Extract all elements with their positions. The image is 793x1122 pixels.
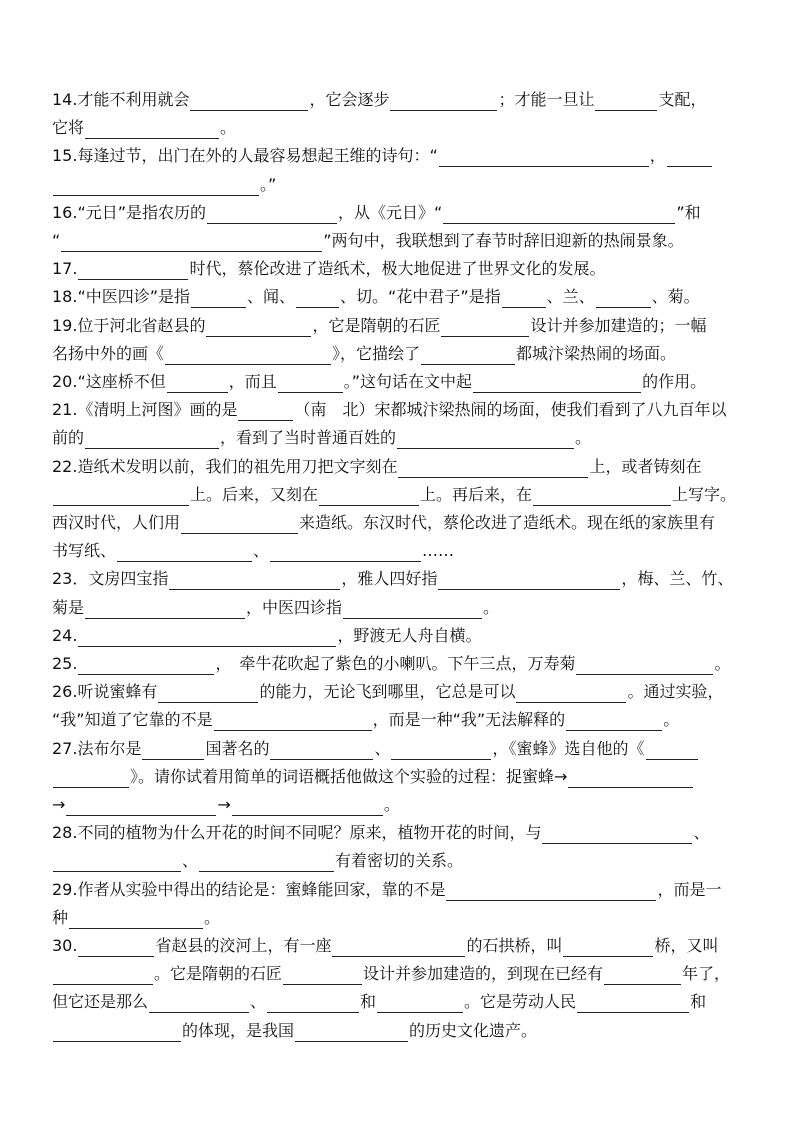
- question-line: [52, 991, 706, 1013]
- question-text: 来造纸。东汉时代，蔡伦改进了造纸术。现在纸的家族里有: [299, 513, 716, 532]
- answer-blank[interactable]: [473, 374, 641, 393]
- question-line: [52, 568, 733, 590]
- answer-blank[interactable]: [167, 374, 228, 393]
- answer-blank[interactable]: [78, 938, 154, 957]
- question-text: 上写字。: [672, 484, 737, 504]
- question-line: [52, 456, 701, 478]
- answer-blank[interactable]: [576, 656, 713, 675]
- question-text: ，而且: [228, 372, 277, 391]
- answer-blank[interactable]: [85, 600, 245, 619]
- question-text: 时代，蔡伦改进了造纸术，极大地促进了世界文化的发展。: [189, 259, 606, 279]
- question-text: ”两句中，我联想到了春节时辞旧迎新的热闹景象。: [323, 231, 684, 250]
- question-text: 和: [690, 992, 707, 1012]
- question-line: [52, 484, 736, 506]
- answer-blank[interactable]: [646, 741, 698, 760]
- question-text: 18.“中医四诊”是指: [52, 287, 191, 307]
- question-text: 有着密切的关系。: [335, 851, 464, 871]
- question-text: 名扬中外的画《: [52, 343, 165, 363]
- question-text: ，它是隋朝的石匠: [312, 315, 441, 335]
- question-line: [52, 963, 730, 985]
- question-text: 、: [250, 992, 267, 1012]
- question-text: 、: [693, 823, 710, 843]
- question-text: 。它是隋朝的石匠: [154, 964, 283, 984]
- question-text: 》。请你试着用简单的词语概括他做这个实验的过程：捉蜜蜂→: [130, 766, 568, 786]
- question-text: 的石拱桥，叫: [466, 936, 563, 955]
- answer-blank[interactable]: [604, 966, 681, 985]
- question-line: [52, 738, 699, 760]
- answer-blank[interactable]: [438, 571, 620, 590]
- question-line: [52, 907, 220, 929]
- question-line: [52, 1020, 537, 1042]
- question-text: →: [217, 795, 231, 814]
- question-line: [52, 258, 605, 280]
- answer-blank[interactable]: [533, 487, 671, 506]
- question-line: [52, 794, 400, 816]
- answer-blank[interactable]: [53, 177, 259, 196]
- question-text: 。: [575, 428, 592, 448]
- question-text: 的历史文化遗产。: [409, 1020, 538, 1040]
- answer-blank[interactable]: [566, 712, 662, 731]
- question-text: 上，或者铸刻在: [589, 456, 702, 476]
- question-text: 上。后来，又刻在: [190, 484, 319, 504]
- question-text: 。通过实验，: [627, 682, 724, 702]
- question-text: 21.《清明上河图》画的是: [52, 400, 238, 420]
- question-text: 30.: [52, 936, 78, 955]
- answer-blank[interactable]: [199, 853, 334, 872]
- question-text: 。”这句话在文中起: [343, 372, 473, 391]
- answer-blank[interactable]: [190, 92, 308, 111]
- question-text: ，而是一: [657, 879, 722, 899]
- question-text: 。: [714, 654, 731, 673]
- question-text: ，它会逐步: [309, 90, 390, 109]
- question-text: 设计并参加建造的，到现在已经有: [363, 964, 604, 984]
- answer-blank[interactable]: [117, 543, 252, 562]
- question-text: 和: [360, 992, 377, 1012]
- answer-blank[interactable]: [667, 148, 712, 167]
- answer-blank[interactable]: [78, 656, 214, 675]
- question-text: 25.: [52, 654, 78, 673]
- answer-blank[interactable]: [516, 684, 626, 703]
- question-line: [52, 709, 679, 731]
- question-text: 。: [383, 795, 400, 814]
- question-text: 但它还是那么: [52, 992, 149, 1012]
- question-text: 。: [483, 597, 500, 617]
- answer-blank[interactable]: [270, 741, 373, 760]
- question-line: [52, 822, 709, 844]
- question-text: ，野渡无人舟自横。: [337, 625, 482, 645]
- answer-blank[interactable]: [270, 543, 421, 562]
- answer-blank[interactable]: [343, 600, 482, 619]
- answer-blank[interactable]: [53, 769, 129, 788]
- question-text: 省赵县的洨河上，有一座: [155, 936, 332, 955]
- question-text: 国著名的: [205, 738, 270, 758]
- question-text: 西汉时代，人们用: [52, 513, 181, 532]
- question-text: ；才能一旦让: [498, 90, 595, 109]
- answer-blank[interactable]: [85, 430, 219, 449]
- question-text: （南 北）宋都城汴梁热闹的场面，使我们看到了八九百年以: [294, 400, 727, 420]
- question-text: 都城汴梁热闹的场面。: [516, 343, 677, 363]
- answer-blank[interactable]: [149, 994, 249, 1013]
- question-text: 27.法布尔是: [52, 738, 142, 758]
- question-text: 16.“元日”是指农历的: [52, 202, 207, 222]
- answer-blank[interactable]: [332, 938, 465, 957]
- question-text: ”和: [676, 202, 701, 222]
- answer-blank[interactable]: [53, 1023, 181, 1042]
- answer-blank[interactable]: [390, 92, 497, 111]
- question-line: [52, 597, 499, 619]
- question-text: 26.听说蜜蜂有: [52, 682, 158, 702]
- question-text: 15.每逢过节，出门在外的人最容易想起王维的诗句：“: [52, 146, 438, 166]
- question-line: [52, 879, 721, 901]
- question-line: [52, 766, 694, 788]
- answer-blank[interactable]: [165, 346, 331, 365]
- question-text: ，中医四诊指: [246, 597, 343, 617]
- answer-blank[interactable]: [69, 910, 203, 929]
- answer-blank[interactable]: [443, 205, 675, 224]
- question-line: [52, 427, 591, 449]
- question-text: 年了，: [682, 964, 731, 984]
- question-text: 上。再后来，在: [420, 484, 533, 504]
- answer-blank[interactable]: [142, 741, 204, 760]
- answer-blank[interactable]: [446, 882, 656, 901]
- answer-blank[interactable]: [391, 741, 491, 760]
- question-text: 28.不同的植物为什么开花的时间不同呢？原来，植物开花的时间，与: [52, 823, 542, 843]
- answer-blank[interactable]: [283, 966, 362, 985]
- question-line: [52, 653, 730, 675]
- answer-blank[interactable]: [78, 261, 188, 280]
- answer-blank[interactable]: [568, 769, 693, 788]
- question-text: 它将: [52, 118, 85, 138]
- answer-blank[interactable]: [377, 994, 463, 1013]
- answer-blank[interactable]: [278, 374, 343, 393]
- question-text: 。: [220, 118, 237, 138]
- question-line: [52, 850, 463, 872]
- question-text: 。: [663, 710, 680, 730]
- question-text: 》，它描绘了: [332, 343, 421, 363]
- answer-blank[interactable]: [421, 346, 515, 365]
- question-line: [52, 512, 715, 534]
- question-text: 、: [182, 851, 199, 871]
- answer-blank[interactable]: [85, 120, 219, 139]
- question-text: “我”知道了它靠的不是: [52, 710, 213, 730]
- answer-blank[interactable]: [295, 1023, 408, 1042]
- question-line: [52, 681, 723, 703]
- answer-blank[interactable]: [238, 402, 293, 421]
- question-line: [52, 625, 481, 647]
- question-text: ……: [422, 541, 455, 561]
- question-text: 23．文房四宝指: [52, 569, 169, 589]
- question-text: ，梅、兰、竹、: [621, 569, 734, 589]
- question-text: ，从《元日》“: [338, 202, 443, 222]
- question-text: 桥，又叫: [654, 936, 719, 955]
- question-line: [52, 315, 706, 337]
- answer-blank[interactable]: [66, 797, 216, 816]
- answer-blank[interactable]: [158, 684, 258, 703]
- answer-blank[interactable]: [502, 289, 546, 308]
- question-line: [52, 343, 676, 365]
- question-line: [52, 174, 276, 196]
- question-text: 前的: [52, 428, 85, 448]
- question-text: 。它是劳动人民: [464, 992, 577, 1012]
- question-text: 支配，: [658, 90, 707, 109]
- answer-blank[interactable]: [78, 628, 336, 647]
- question-line: [52, 935, 719, 957]
- answer-blank[interactable]: [577, 994, 689, 1013]
- question-line: [52, 89, 707, 111]
- answer-blank[interactable]: [169, 571, 340, 590]
- answer-blank[interactable]: [441, 318, 529, 337]
- question-text: 、: [374, 738, 391, 758]
- question-text: ，: [649, 146, 666, 166]
- answer-blank[interactable]: [53, 966, 153, 985]
- answer-blank[interactable]: [596, 289, 651, 308]
- answer-blank[interactable]: [232, 797, 383, 816]
- answer-blank[interactable]: [398, 459, 588, 478]
- answer-blank[interactable]: [397, 430, 574, 449]
- question-text: 菊是: [52, 597, 85, 617]
- answer-blank[interactable]: [53, 487, 189, 506]
- answer-blank[interactable]: [563, 938, 653, 957]
- answer-blank[interactable]: [267, 994, 359, 1013]
- question-text: 。: [204, 907, 221, 927]
- answer-blank[interactable]: [542, 825, 692, 844]
- question-text: 的能力，无论飞到哪里，它总是可以: [259, 682, 516, 702]
- answer-blank[interactable]: [181, 515, 298, 534]
- question-text: 、兰、: [546, 287, 595, 307]
- answer-blank[interactable]: [439, 148, 649, 167]
- answer-blank[interactable]: [207, 205, 337, 224]
- question-line: [52, 117, 236, 139]
- question-text: ， 牵牛花吹起了紫色的小喇叭。下午三点，万寿菊: [215, 654, 576, 673]
- answer-blank[interactable]: [191, 289, 246, 308]
- question-line: [52, 540, 454, 562]
- question-text: ，而是一种“我”无法解释的: [372, 710, 566, 730]
- question-text: ，看到了当时普通百姓的: [220, 428, 397, 448]
- question-text: →: [52, 795, 66, 814]
- question-text: 种: [52, 907, 69, 927]
- question-line: [52, 371, 706, 393]
- question-line: [52, 286, 700, 308]
- question-text: 的体现，是我国: [182, 1020, 295, 1040]
- question-line: [52, 399, 726, 421]
- question-text: 19.位于河北省赵县的: [52, 315, 206, 335]
- question-text: 、菊。: [651, 287, 700, 307]
- question-text: 设计并参加建造的；一幅: [530, 315, 707, 335]
- question-text: 17.: [52, 259, 78, 279]
- question-text: ，雅人四好指: [341, 569, 438, 589]
- question-line: [52, 230, 684, 252]
- question-text: 22.造纸术发明以前，我们的祖先用刀把文字刻在: [52, 456, 398, 476]
- question-text: 的作用。: [642, 372, 707, 391]
- answer-blank[interactable]: [214, 712, 372, 731]
- question-line: [52, 145, 713, 167]
- answer-blank[interactable]: [206, 318, 311, 337]
- question-text: 、: [253, 541, 270, 561]
- question-line: [52, 202, 701, 224]
- question-text: 14.才能不利用就会: [52, 90, 190, 109]
- question-text: 、闻、: [247, 287, 296, 307]
- question-text: “: [52, 231, 61, 250]
- answer-blank[interactable]: [296, 289, 339, 308]
- question-text: 。”: [260, 174, 277, 194]
- answer-blank[interactable]: [61, 233, 322, 252]
- answer-blank[interactable]: [53, 853, 181, 872]
- question-text: 29.作者从实验中得出的结论是：蜜蜂能回家，靠的不是: [52, 879, 446, 899]
- question-text: 20.“这座桥不但: [52, 372, 166, 391]
- question-text: 书写纸、: [52, 541, 117, 561]
- question-text: 、切。“花中君子”是指: [340, 287, 501, 307]
- answer-blank[interactable]: [319, 487, 419, 506]
- question-text: 24.: [52, 625, 78, 645]
- answer-blank[interactable]: [595, 92, 657, 111]
- question-text: ，《蜜蜂》选自他的《: [492, 738, 645, 758]
